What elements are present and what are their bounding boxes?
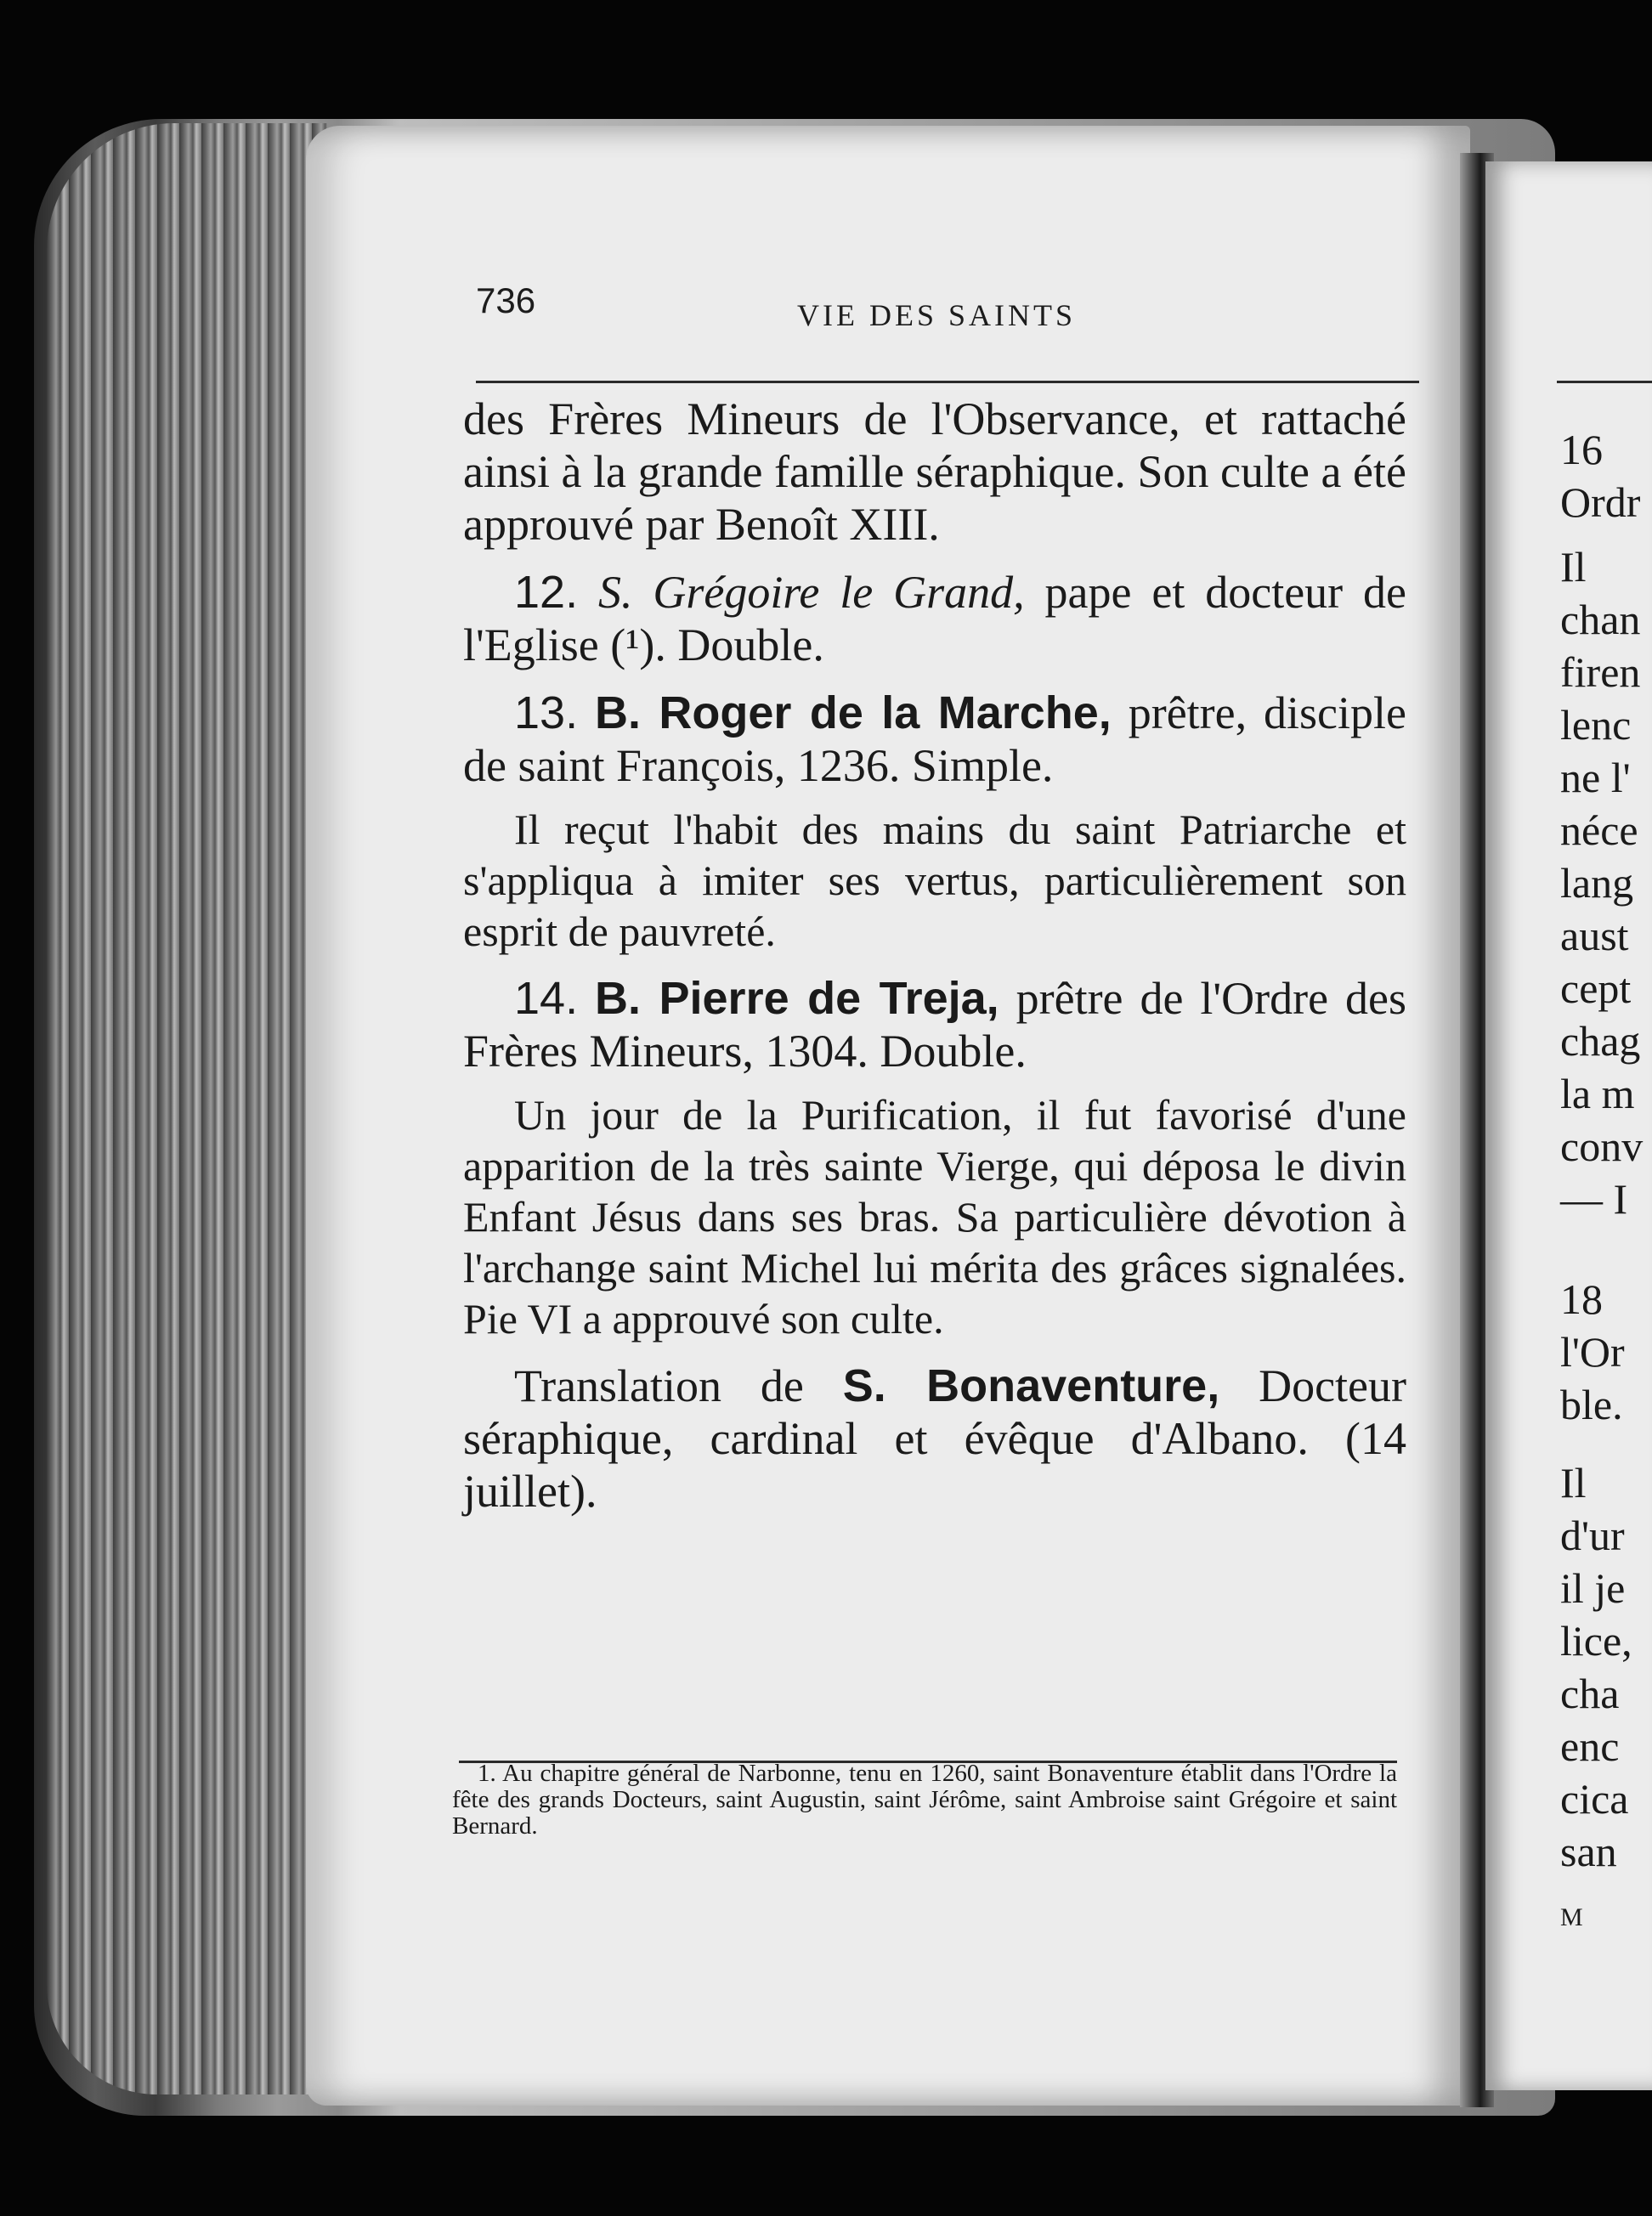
right-page-fragment: lice, <box>1560 1617 1632 1665</box>
translation-entry <box>463 1360 1406 1518</box>
right-page-fragment: ne l' <box>1560 754 1631 801</box>
right-page-header-rule <box>1557 381 1652 383</box>
page-body <box>463 393 1406 1518</box>
saint-name: B. Roger de la Marche, <box>595 687 1112 738</box>
paragraph-continuation: des Frères Mineurs de l'Observance, et rattaché ainsi à la grande famille séraphique. Son culte a été approuvé par Benoît XIII. <box>463 393 1406 550</box>
entry-13-description: Il reçut l'habit des mains du saint Patriarche et s'appliqua à imiter ses vertus, particulièrement son esprit de pauvreté. <box>463 806 1406 955</box>
footnote-text: 1. Au chapitre général de Narbonne, tenu en 1260, saint Bonaventure établit dans l'Ordre la fête des grands Docteurs, saint Augustin, saint Jérôme, saint Ambroise saint Grégoire et saint Bernard. <box>452 1760 1397 1840</box>
right-page-fragment: Il <box>1560 1459 1587 1507</box>
right-page-fragment: Il <box>1560 543 1587 591</box>
right-page-fragment: conv <box>1560 1122 1644 1170</box>
saint-name: S. Bonaventure, <box>842 1360 1220 1411</box>
entry-number: 13. <box>514 687 579 738</box>
header-rule <box>476 381 1419 383</box>
right-page-fragment: chag <box>1560 1017 1641 1065</box>
right-page-fragment: ble. <box>1560 1381 1623 1428</box>
saint-name: B. Pierre de Treja, <box>595 973 999 1024</box>
right-page-fragment: enc <box>1560 1722 1620 1770</box>
entry-14-description: Un jour de la Purification, il fut favorisé d'une apparition de la très sainte Vierge, qui déposa le divin Enfant Jésus dans ses bras. Sa particulière dévotion à l'archange saint Michel lui mérita des grâces signalées. Pie VI a approuvé son culte. <box>463 1091 1406 1343</box>
entry-number: 14. <box>514 973 579 1024</box>
page-edges <box>47 123 327 2094</box>
right-page-fragment: il je <box>1560 1564 1626 1612</box>
right-page-fragment: cica <box>1560 1775 1629 1823</box>
right-page-fragment: d'ur <box>1560 1512 1625 1559</box>
right-page-fragment: firen <box>1560 648 1641 696</box>
entry-text: prêtre de l'Ordre des Frères Mineurs, 1304. Double. <box>463 973 1407 1077</box>
running-title: VIE DES SAINTS <box>797 298 1077 332</box>
page-number: 736 <box>476 280 536 320</box>
right-page-fragment: chan <box>1560 596 1641 643</box>
right-page-fragment: 16 <box>1560 426 1603 473</box>
right-page-fragment: — I <box>1560 1175 1628 1223</box>
saint-name: S. Grégoire le Grand, <box>597 567 1025 618</box>
entry-text: pape et docteur de l'Eglise (¹). Double. <box>463 567 1407 670</box>
entry-text: Docteur séraphique, cardinal et évêque d'Albano. (14 juillet). <box>463 1360 1407 1517</box>
right-page-fragment: M <box>1560 1903 1583 1931</box>
right-page-fragment: 18 <box>1560 1275 1603 1323</box>
entry-14 <box>463 972 1406 1077</box>
right-page-fragment: san <box>1560 1828 1617 1875</box>
right-page-fragment: cept <box>1560 964 1632 1012</box>
right-page-fragment: lang <box>1560 859 1634 907</box>
right-page-fragment: Ordr <box>1560 478 1641 526</box>
right-page-fragment: aust <box>1560 912 1629 959</box>
entry-lead: Translation de <box>514 1360 843 1411</box>
right-page-fragment: lenc <box>1560 701 1632 749</box>
right-page-fragment: cha <box>1560 1670 1620 1717</box>
entry-number: 12. <box>514 567 579 618</box>
right-page-fragment: la m <box>1560 1070 1635 1117</box>
entry-13 <box>463 687 1406 792</box>
entry-12 <box>463 566 1406 671</box>
footnote <box>452 1761 1397 1840</box>
entry-text: prêtre, disciple de saint François, 1236. Simple. <box>463 687 1406 791</box>
right-page-fragment: néce <box>1560 806 1638 854</box>
right-page-fragment: l'Or <box>1560 1328 1625 1376</box>
